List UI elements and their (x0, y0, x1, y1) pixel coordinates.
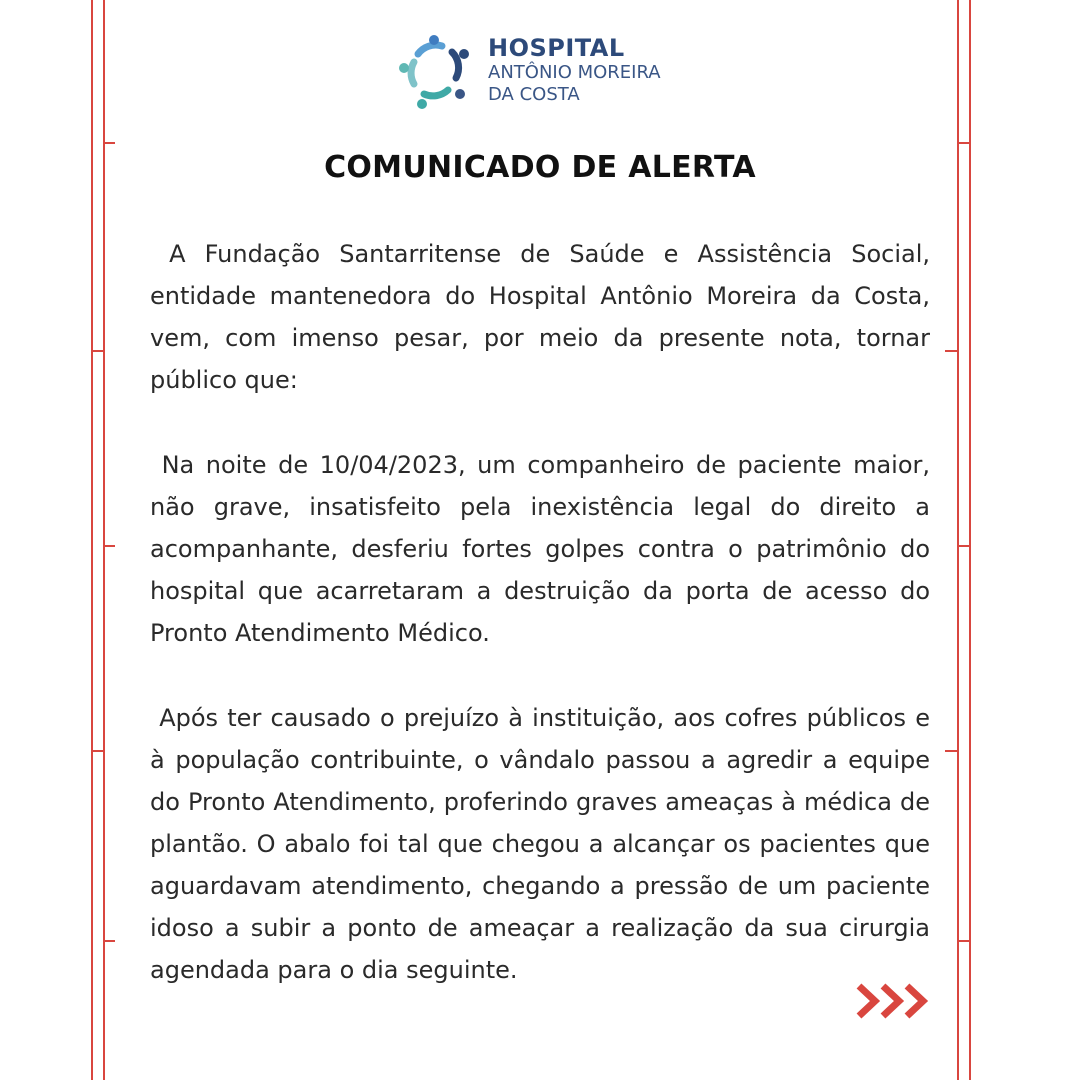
frame-tick (957, 940, 969, 942)
hospital-logo (398, 32, 698, 112)
frame-tick (103, 940, 115, 942)
frame-tick (91, 750, 103, 752)
paragraph-incident: Na noite de 10/04/2023, um companheiro de paciente maior, não grave, insatisfeito pela inexistência legal do direito a acompanhante, desferiu fortes golpes contra o patrimônio do hospital que acarretaram a destruição da porta de acesso do Pronto Atendimento Médico. (150, 451, 930, 647)
frame-tick (945, 750, 957, 752)
paragraph-intro: A Fundação Santarritense de Saúde e Assistência Social, entidade mantenedora do Hospital Antônio Moreira da Costa, vem, com imenso pesar, por meio da presente nota, tornar público que: (150, 240, 930, 394)
triple-chevron-right-icon (855, 982, 931, 1020)
frame-tick (957, 142, 969, 144)
frame-tick (103, 545, 115, 547)
frame-tick (945, 350, 957, 352)
frame-tick (957, 545, 969, 547)
logo-title: HOSPITAL (488, 34, 625, 62)
frame-tick (103, 142, 115, 144)
logo-subtitle-line1: ANTÔNIO MOREIRA (488, 62, 661, 83)
frame-tick (91, 350, 103, 352)
logo-text (488, 32, 661, 106)
logo-subtitle-line2: DA COSTA (488, 84, 580, 105)
paragraph-consequences: Após ter causado o prejuízo à instituição, aos cofres públicos e à população contribuinte, o vândalo passou a agredir a equipe do Pronto Atendimento, proferindo graves ameaças à médica de plantão. O abalo foi tal que chegou a alcançar os pacientes que aguardavam atendimento, chegando a pressão de um paciente idoso a subir a ponto de ameaçar a realização da sua cirurgia agendada para o dia seguinte. (150, 704, 930, 984)
page-title: COMUNICADO DE ALERTA (324, 150, 756, 185)
next-page-arrows[interactable] (855, 982, 931, 1025)
people-circle-logo-icon (398, 32, 474, 110)
